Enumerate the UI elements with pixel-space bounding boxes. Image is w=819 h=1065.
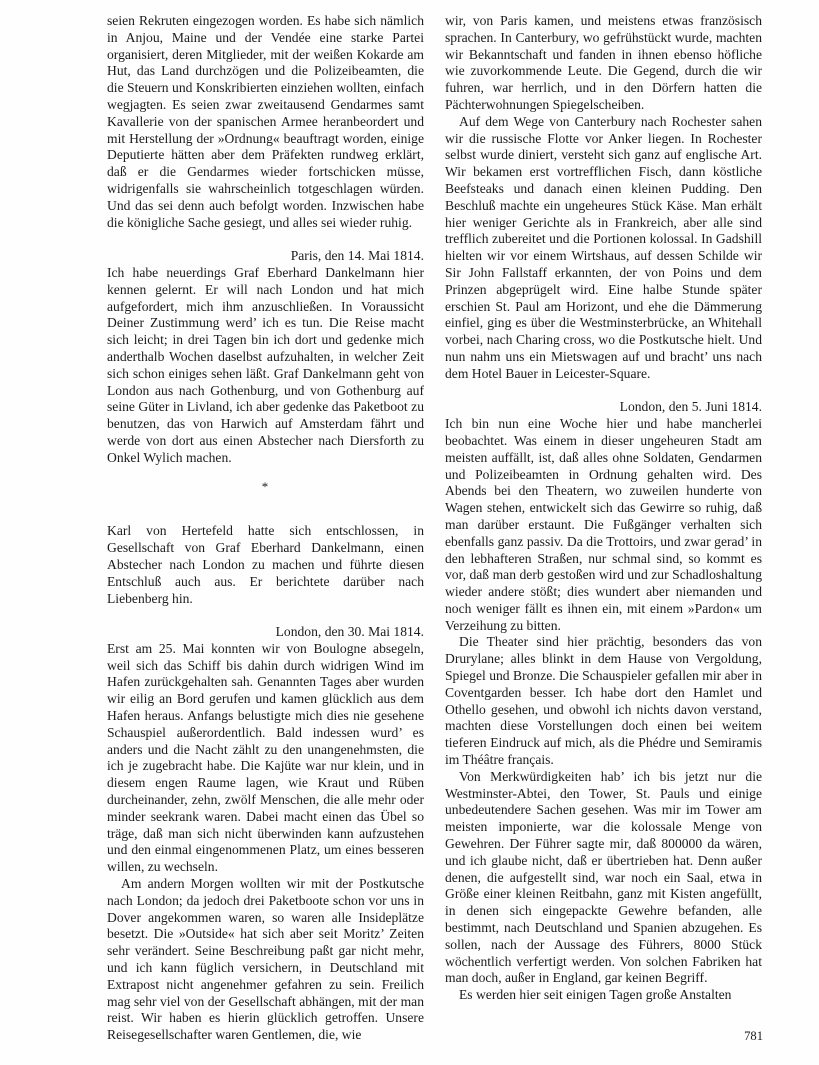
left-column [107,13,424,1044]
dateline-london-5-juni: London, den 5. Juni 1814. [619,399,762,415]
asterisk-separator: * [261,478,270,494]
paragraph: Die Theater sind hier prächtig, besonders das von Drurylane; alles blinkt in dem Hause von Vergoldung, Spiegel und Bronze. Die Schauspieler gefallen mir aber in Coventgarden besser. Ich habe dort den Hamlet und Othello gesehen, und obwohl ich nichts davon verstand, machten diese Vorstellungen doch einen bei weitem tieferen Eindruck auf mich, als die Phédre und Semiramis im Théâtre français. [445,634,762,768]
page-number: 781 [744,1029,763,1043]
dateline-paris: Paris, den 14. Mai 1814. [290,248,424,264]
paragraph: Es werden hier seit einigen Tagen große Anstalten [459,987,732,1003]
paragraph: Von Merkwürdigkeiten hab’ ich bis jetzt nur die Westminster-Abtei, den Tower, St. Pauls und einige unbedeutendere Sachen gesehen. Was mir im Tower am meisten imponierte, war die kolossale Menge von Gewehren. Der Führer sagte mir, daß 800000 da wären, und ich glaube nicht, daß er übertrieben hat. Denn außer denen, die aufgestellt sind, war noch ein Saal, etwa in Größe einer kleinen Reitbahn, ganz mit Kisten angefüllt, in denen sich eingepackte Gewehre befanden, alle bestimmt, nach Deutschland und Spanien abzugehen. Es sollen, nach der Aussage des Führers, 8000 Stück wöchentlich verfertigt werden. Von solchen Fabriken hat man doch, außer in England, gar keinen Begriff. [445,768,762,986]
paragraph: Ich habe neuerdings Graf Eberhard Dankelmann hier kennen gelernt. Er will nach London und hat mich aufgefordert, mich ihm anzuschließen. In Voraussicht Deiner Zustimmung werd’ ich es tun. Die Reise macht sich leicht; in drei Tagen bin ich dort und gedenke mich anderthalb Wochen daselbst aufzuhalten, in welcher Zeit sich schon einiges sehen läßt. Graf Dankelmann geht von London aus nach Gothenburg, und von Gothenburg auf seine Güter in Livland, ich aber gedenke das Paketboot zu benutzen, das von Harwich auf Amsterdam fährt und werde von dort aus einen Abstecher nach Diersforth zu Onkel Wylich machen. [107,264,424,465]
paragraph: Am andern Morgen wollten wir mit der Postkutsche nach London; da jedoch drei Paketboote schon vor uns in Dover angekommen waren, so waren alle Insideplätze besetzt. Die »Outside« hat sich aber seit Moritz’ Zeiten sehr verändert. Seine Beschreibung paßt gar nicht mehr, und ich kann füglich versichern, in Deutschland mit Extrapost nicht angenehmer gefahren zu sein. Freilich mag sehr viel von der Gesellschaft abhängen, mit der man reist. Wir haben es hierin glücklich getroffen. Unsere Reisegesellschafter waren Gentlemen, die, wie [107,876,424,1043]
paragraph: seien Rekruten eingezogen worden. Es habe sich nämlich in Anjou, Maine und der Vendée eine starke Partei organisiert, deren Mitglieder, mit der weißen Kokarde am Hut, das Land durchzögen und die Polizeibeamten, die die Steuern und Konskribierten einziehen wollten, einfach wegjagten. Es seien zwar zweitausend Gendarmes samt Kavallerie von der spanischen Armee heranbeordert und mit Herstellung der »Ordnung« beauftragt worden, einige Deputierte hätten aber dem Präfekten rundweg erklärt, daß er die Gendarmes wieder fortschicken müsse, widrigenfalls sie wahrscheinlich totgeschlagen würden. Und das sei denn auch befolgt worden. Inzwischen habe die königliche Sache gesiegt, und alles sei wieder ruhig. [107,13,424,230]
paragraph: Erst am 25. Mai konnten wir von Boulogne absegeln, weil sich das Schiff bis dahin durch widrigen Wind im Hafen zurückgehalten sah. Genannten Tages aber wurden wir eilig an Bord gerufen und kamen glücklich aus dem Hafen heraus. Anfangs belustigte mich dies nie gesehene Schauspiel außerordentlich. Bald indessen wurd’ es anders und die Nacht zählt zu den unangenehmsten, die ich je zugebracht habe. Die Kajüte war nur klein, und in diesem engen Raume lagen, wie Kraut und Rüben durcheinander, zehn, zwölf Menschen, die alle mehr oder minder seekrank waren. Dabei macht einen das Übel so träge, daß man sich nicht überwinden kann aufzustehen und den einmal eingenommenen Platz, um eines besseren willen, zu wechseln. [107,640,424,875]
text-columns [107,13,763,1044]
dateline-london-30-mai: London, den 30. Mai 1814. [275,624,424,640]
paragraph: Auf dem Wege von Canterbury nach Rochester sahen wir die russische Flotte vor Anker liegen. In Rochester selbst wurde diniert, versteht sich ganz auf englische Art. Wir bekamen erst vortrefflichen Fisch, dann köstliche Beefsteaks und danach einen kleinen Pudding. Den Beschluß machte ein ungeheures Stück Käse. Man erhält hier weniger Gerichte als in Frankreich, aber alle sind trefflich zubereitet und die Portionen kolossal. In Gadshill hielten wir vor einem Wirtshaus, auf dessen Schilde wir Sir John Fallstaff erkannten, der von Poins und dem Prinzen abgeprügelt wird. Eine halbe Stunde später erschien St. Paul am Horizont, und ehe die Dämmerung einfiel, ging es über die Westminsterbrücke, an Whitehall vorbei, nach Charing cross, wo die Postkutsche hielt. Und nun nahm uns ein Mietswagen auf und bracht’ uns nach dem Hotel Bauer in Leicester-Square. [445,113,762,381]
paragraph: Karl von Hertefeld hatte sich entschlossen, in Gesellschaft von Graf Eberhard Dankelmann, einen Abstecher nach London zu machen und führte diesen Entschluß auch aus. Er berichtete darüber nach Liebenberg hin. [107,523,424,606]
right-column [445,13,762,1044]
paragraph: Ich bin nun eine Woche hier und habe mancherlei beobachtet. Was einem in dieser ungeheuren Stadt am meisten auffällt, ist, daß alles ohne Soldaten, Gendarmen und Polizeibeamten in Ordnung gehalten wird. Des Abends bei den Theatern, wo zuweilen hunderte von Wagen stehen, entwickelt sich das Gewirre so ruhig, daß man darüber erstaunt. Die Fußgänger verhalten sich ebenfalls ganz passiv. Da die Trottoirs, und zwar gerad’ in den lebhafteren Straßen, nur schmal sind, so kommt es vor, daß man derb gestoßen wird und zur Schadloshaltung wieder andere stößt; dies wundert aber niemanden und noch weniger fällt es ihnen ein, mit einem »Pardon« um Verzeihung zu bitten. [445,416,762,633]
paragraph: wir, von Paris kamen, und meistens etwas französisch sprachen. In Canterbury, wo gefrühstückt wurde, machten wir Bekanntschaft und fanden in ihnen ebenso höfliche wie zuvorkommende Leute. Die Gegend, durch die wir fuhren, war herrlich, und in den Dörfern hatten die Pächterwohnungen Spiegelscheiben. [445,13,762,112]
